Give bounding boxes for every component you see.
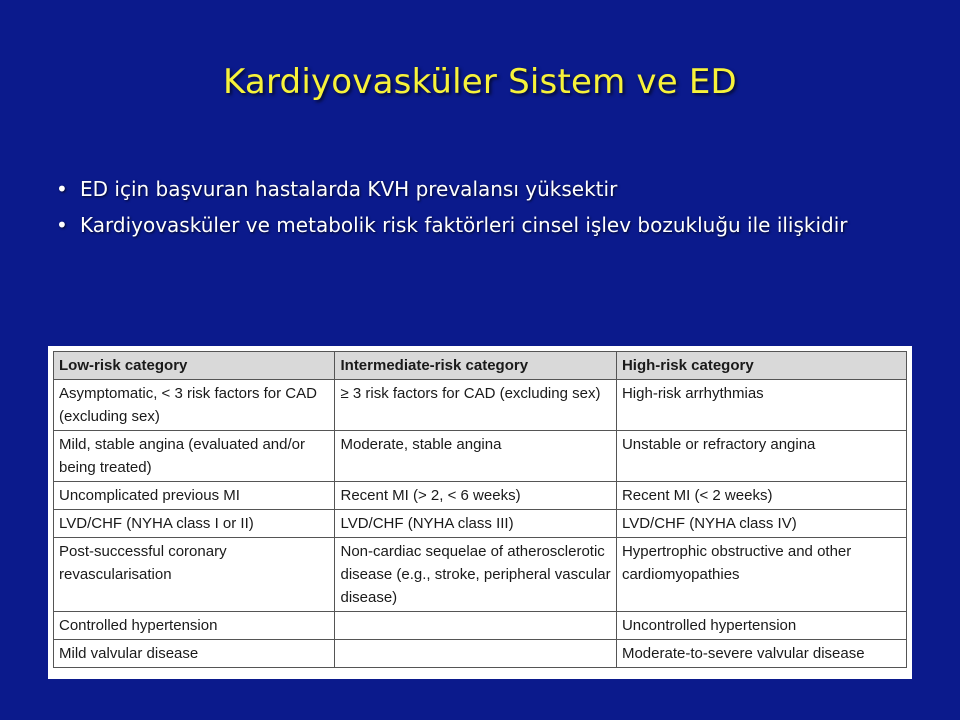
bullet-text: ED için başvuran hastalarda KVH prevalansı yüksektir [80,177,618,201]
bullet-item [56,174,916,204]
header-intermediate-risk: Intermediate-risk category [335,352,616,380]
bullet-dot-icon: • [56,213,68,237]
table-cell: LVD/CHF (NYHA class IV) [616,510,906,538]
table-row [54,538,907,612]
header-high-risk: High-risk category [616,352,906,380]
table-cell: Uncontrolled hypertension [616,612,906,640]
table-cell: Hypertrophic obstructive and other cardiomyopathies [616,538,906,612]
table-cell: Recent MI (> 2, < 6 weeks) [335,482,616,510]
slide-title: Kardiyovasküler Sistem ve ED [223,62,737,102]
table-cell: Unstable or refractory angina [616,431,906,482]
table-row [54,482,907,510]
risk-table-container [48,346,912,679]
table-cell: Non-cardiac sequelae of atherosclerotic disease (e.g., stroke, peripheral vascular disease) [335,538,616,612]
table-cell: Mild, stable angina (evaluated and/or being treated) [54,431,335,482]
bullet-item [56,210,916,240]
table-cell: Mild valvular disease [54,640,335,668]
header-low-risk: Low-risk category [54,352,335,380]
table-row [54,380,907,431]
table-cell: Recent MI (< 2 weeks) [616,482,906,510]
table-row [54,640,907,668]
table-row [54,612,907,640]
table-cell: Moderate-to-severe valvular disease [616,640,906,668]
table-cell: Asymptomatic, < 3 risk factors for CAD (excluding sex) [54,380,335,431]
table-cell: Moderate, stable angina [335,431,616,482]
risk-category-table [53,351,907,668]
table-cell: Uncomplicated previous MI [54,482,335,510]
table-cell: LVD/CHF (NYHA class I or II) [54,510,335,538]
bullet-list [56,174,916,246]
table-cell: ≥ 3 risk factors for CAD (excluding sex) [335,380,616,431]
table-cell: LVD/CHF (NYHA class III) [335,510,616,538]
table-header-row [54,352,907,380]
table-cell: Controlled hypertension [54,612,335,640]
table-row [54,510,907,538]
table-cell [335,612,616,640]
table-row [54,431,907,482]
bullet-text: Kardiyovasküler ve metabolik risk faktörleri cinsel işlev bozukluğu ile ilişkidir [80,213,848,237]
table-cell [335,640,616,668]
table-cell: High-risk arrhythmias [616,380,906,431]
bullet-dot-icon: • [56,177,68,201]
table-cell: Post-successful coronary revascularisation [54,538,335,612]
